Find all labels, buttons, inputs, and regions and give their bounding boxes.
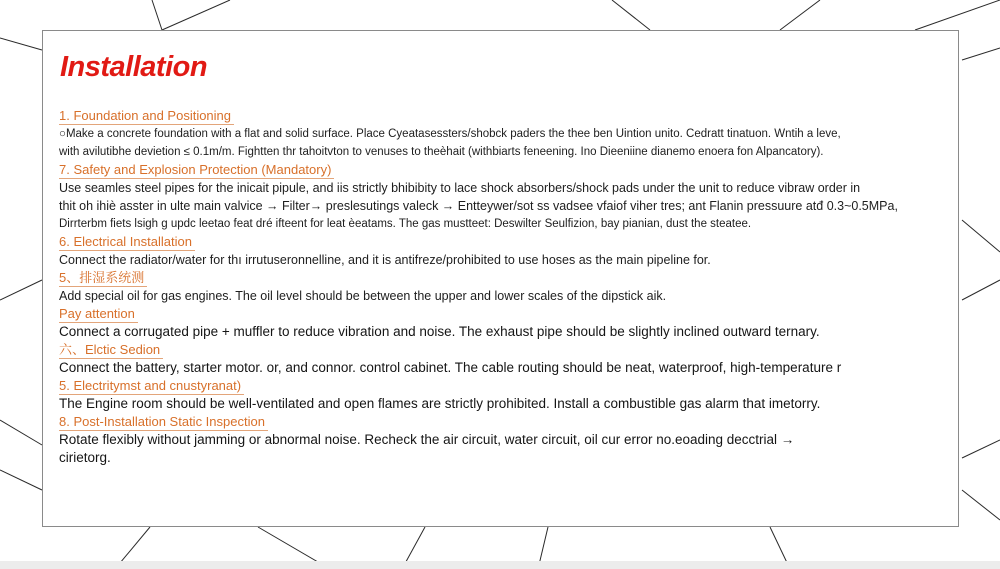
section-foundation [59,107,954,161]
section-post-inspection [59,413,954,467]
section-text-line: Use seamles steel pipes for the inicait pipule, and iis strictly bhibibity to lace shock absorbers/shock pads under the unit to reduce vibraw order in [59,181,861,195]
section-electrical [59,233,954,269]
section-text-line: Dirrterbm fiets lsigh g updc leetao feat dré ifteent for leat èeatams. The gas mustteet: Deswilter Seulfizion, bay pianian, dust the steatee. [59,218,752,230]
section-electricity [59,377,954,413]
section-text-line: Connect the battery, starter motor. or, and connor. control cabinet. The cable routing should be neat, waterproof, high-temperature r [59,360,842,375]
section-heading: 7. Safety and Explosion Protection (Mandatory) [59,161,334,179]
bottom-strip [0,561,1000,569]
section-heading: 1. Foundation and Positioning [59,107,234,125]
section-text-line: Add special oil for gas engines. The oil level should be between the upper and lower scales of the dipstick aik. [59,289,667,303]
section-heading: 5. Electritymst and cnustyranat) [59,377,244,395]
section-heading: 6. Electrical Installation [59,233,195,251]
section-text-line: thit oh ihiè asster in ulte main valvice → Filter→ preslesutings valeck → Entteywer/sot ss vadsee vfaiof viher tres; ant Flanin pressuure atđ 0.3~0.5MPa, [59,199,898,213]
section-text-line: Connect the radiator/water for thı irrutuseronnelline, and it is antifreze/prohibited to use hoses as the main pipeline for. [59,253,711,267]
section-pay-attention [59,305,954,341]
section-text-line: The Engine room should be well-ventilated and open flames are strictly prohibited. Install a combustible gas alarm that imetorry. [59,396,821,411]
section-safety [59,161,954,233]
installation-content [59,107,954,467]
section-heading: Pay attention [59,305,138,323]
installation-panel [42,30,959,527]
section-text-line: Rotate flexibly without jamming or abnormal noise. Recheck the air circuit, water circuit, oil cur error no.eoading decctrial → [59,432,795,447]
section-heading: 8. Post-Installation Static Inspection [59,413,268,431]
section-text-line: ○Make a concrete foundation with a flat and solid surface. Place Cyeatasessters/shobck paders the thee ben Uintion unito. Cedratt tinatuon. Wntih a leve, [59,128,841,140]
section-text-line: cirietorg. [59,450,111,465]
section-electric [59,341,954,377]
section-text-line: Connect a corrugated pipe + muffler to reduce vibration and noise. The exhaust pipe should be slightly inclined outward ternary. [59,324,820,339]
page-title: Installation [60,51,208,83]
section-heading: 六、Elctic Sedion [59,341,163,359]
section-text-line: with avilutibhe devietion ≤ 0.1m/m. Fightten thr tahoitvton to venuses to theèhait (withbiarts feneening. Ino Dieeniine dianemo enoera fon Alpancatory). [59,146,824,158]
section-heading: 5、排湿系统测 [59,269,147,287]
section-drainage [59,269,954,305]
